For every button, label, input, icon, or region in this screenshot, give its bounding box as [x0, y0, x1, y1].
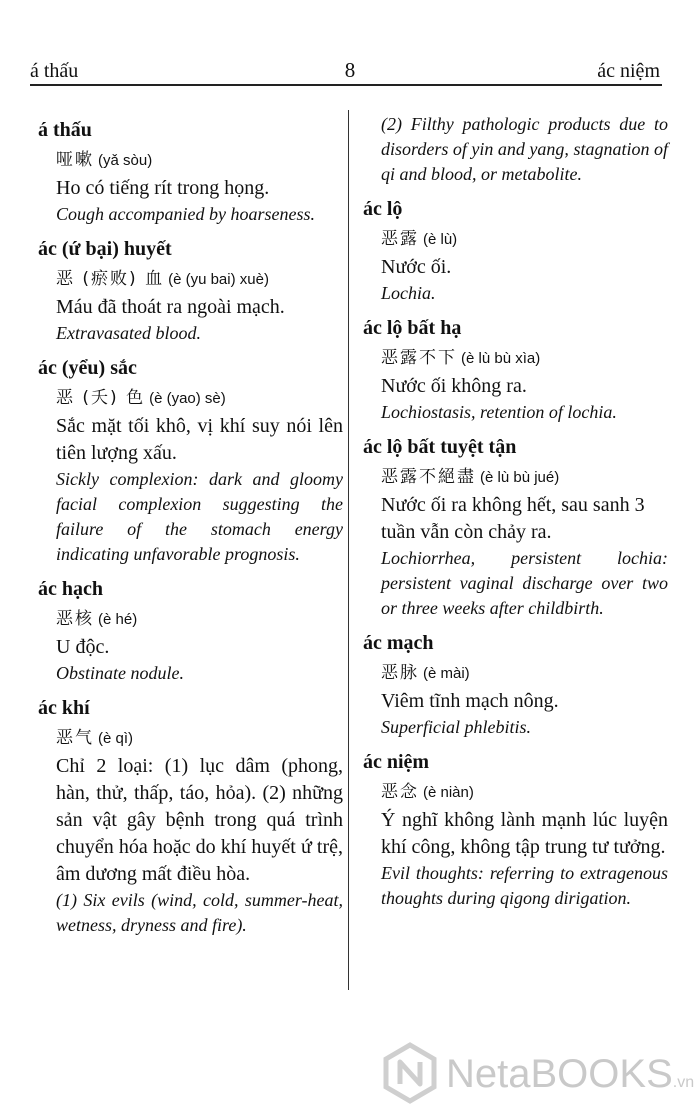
column-divider	[348, 110, 349, 990]
entry-headword: ác khí	[38, 697, 90, 719]
pinyin: (è lù bù xìa)	[461, 350, 541, 367]
chinese-characters: 恶核	[56, 609, 94, 629]
entry-headword: ác (ứ bại) huyết	[38, 238, 172, 260]
entry-headword: ác hạch	[38, 578, 103, 600]
vietnamese-definition: Nước ối không ra.	[381, 375, 527, 397]
header-rule	[30, 84, 662, 86]
entry-chinese	[381, 778, 668, 807]
entry-chinese	[381, 344, 668, 373]
pinyin: (yǎ sòu)	[98, 152, 153, 169]
entry-headword: ác niệm	[363, 751, 430, 773]
entry-chinese	[56, 384, 343, 413]
header-last-term: ác niệm	[597, 60, 660, 82]
entry-headword: ác lộ bất hạ	[363, 317, 462, 339]
dictionary-entry	[38, 575, 343, 686]
english-definition: Obstinate nodule.	[56, 663, 184, 683]
entry-headword: ác (yểu) sắc	[38, 357, 137, 379]
page-header	[0, 0, 700, 86]
pinyin: (è (yu bai) xuè)	[168, 271, 269, 288]
dictionary-entry	[38, 354, 343, 567]
chinese-characters: 恶露	[381, 229, 419, 249]
english-definition: Evil thoughts: referring to extragenous thoughts during qigong dirigation.	[381, 863, 668, 908]
vietnamese-definition: Viêm tĩnh mạch nông.	[381, 690, 559, 712]
vietnamese-definition: Nước ối.	[381, 256, 452, 278]
watermark	[382, 1040, 695, 1110]
continued-definition	[363, 112, 668, 187]
entry-headword: á thấu	[38, 119, 92, 141]
left-column	[38, 112, 343, 946]
right-column	[363, 112, 668, 919]
chinese-characters: 恶念	[381, 782, 419, 802]
english-definition: Sickly complexion: dark and gloomy facial complexion suggesting the failure of the stomach energy indicating unfavorable prognosis.	[56, 469, 343, 564]
pinyin: (è mài)	[423, 665, 470, 682]
entry-chinese	[381, 463, 668, 492]
watermark-brand-name: NetaBOOKS	[446, 1052, 673, 1096]
english-definition-continued: (2) Filthy pathologic products due to disorders of yin and yang, stagnation of qi and blood, or metabolite.	[381, 114, 668, 184]
chinese-characters: 恶气	[56, 728, 94, 748]
english-definition: Lochiostasis, retention of lochia.	[381, 402, 617, 422]
page-number: 8	[344, 58, 356, 82]
entry-chinese	[381, 225, 668, 254]
entry-chinese	[56, 265, 343, 294]
english-definition: Cough accompanied by hoarseness.	[56, 204, 315, 224]
chinese-characters: 恶 (夭) 色	[56, 388, 146, 408]
dictionary-entry	[38, 116, 343, 227]
dictionary-entry	[38, 235, 343, 346]
dictionary-entry	[363, 195, 668, 306]
pinyin: (è qì)	[98, 730, 134, 747]
chinese-characters: 恶露不絕盡	[381, 467, 476, 487]
english-definition: Extravasated blood.	[56, 323, 201, 343]
english-definition: Lochia.	[381, 283, 436, 303]
vietnamese-definition: U độc.	[56, 636, 110, 658]
vietnamese-definition: Ho có tiếng rít trong họng.	[56, 177, 270, 199]
watermark-domain-suffix: .vn	[672, 1074, 695, 1091]
dictionary-entry	[363, 433, 668, 621]
dictionary-entry	[38, 694, 343, 938]
vietnamese-definition: Ý nghĩ không lành mạnh lúc luyện khí công, không tập trung tư tưởng.	[381, 809, 668, 858]
english-definition: Superficial phlebitis.	[381, 717, 531, 737]
header-first-term: á thấu	[30, 60, 79, 82]
entry-headword: ác mạch	[363, 632, 434, 654]
chinese-characters: 恶露不下	[381, 348, 457, 368]
entry-chinese	[381, 659, 668, 688]
english-definition: (1) Six evils (wind, cold, summer-heat, wetness, dryness and fire).	[56, 890, 343, 935]
entry-headword: ác lộ bất tuyệt tận	[363, 436, 517, 458]
chinese-characters: 恶 (瘀败) 血	[56, 269, 165, 289]
pinyin: (è (yao) sè)	[149, 390, 226, 407]
vietnamese-definition: Chỉ 2 loại: (1) lục dâm (phong, hàn, thử, thấp, táo, hỏa). (2) những sản vật gây bệnh trong quá trình chuyển hóa hoặc do khí huyết ứ trệ, âm dương mất điều hòa.	[56, 755, 343, 885]
pinyin: (è niàn)	[423, 784, 474, 801]
chinese-characters: 哑嗽	[56, 150, 94, 170]
vietnamese-definition: Nước ối ra không hết, sau sanh 3 tuần vẫn còn chảy ra.	[381, 494, 645, 543]
english-definition: Lochiorrhea, persistent lochia: persistent vaginal discharge over two or three weeks after childbirth.	[381, 548, 668, 618]
entry-chinese	[56, 605, 343, 634]
chinese-characters: 恶脉	[381, 663, 419, 683]
n-hexagon-logo-icon	[382, 1042, 438, 1104]
entry-chinese	[56, 724, 343, 753]
vietnamese-definition: Sắc mặt tối khô, vị khí suy nói lên tiên lượng xấu.	[56, 415, 343, 464]
pinyin: (è lù)	[423, 231, 458, 248]
dictionary-entry	[363, 748, 668, 911]
pinyin: (è hé)	[98, 611, 138, 628]
entry-chinese	[56, 146, 343, 175]
watermark-brand	[446, 1052, 694, 1097]
vietnamese-definition: Máu đã thoát ra ngoài mạch.	[56, 296, 285, 318]
dictionary-entry	[363, 314, 668, 425]
dictionary-entry	[363, 629, 668, 740]
entry-headword: ác lộ	[363, 198, 403, 220]
pinyin: (è lù bù jué)	[480, 469, 560, 486]
